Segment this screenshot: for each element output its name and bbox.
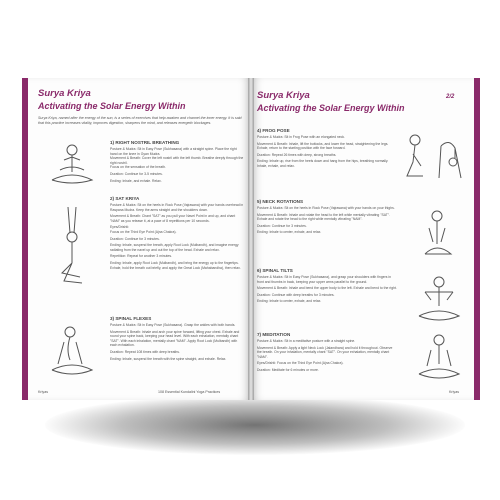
section-heading: 7) MEDITATION xyxy=(257,332,291,337)
section-text: Posture & Mudra: Sit in Easy Pose (Sukhasana), and grasp your shoulders with fingers in front and thumbs in back, keeping your upper arms parallel to the ground. Movement & Breath: Inhale and bend the upper body to the left. Exhale and bend to the right. Duration: Continue with deep breaths for 3 minutes. Ending: Inhale to center, exhale, and relax. xyxy=(257,275,397,304)
spinal-flex-figure xyxy=(42,324,102,386)
book-gutter xyxy=(248,78,254,400)
section-heading: 1) RIGHT NOSTRIL BREATHING xyxy=(110,140,180,145)
book-shadow xyxy=(45,395,465,455)
open-book xyxy=(22,78,480,400)
right-page-subtitle: Activating the Solar Energy Within xyxy=(257,103,405,113)
section-heading: 6) SPINAL TILTS xyxy=(257,268,293,273)
left-page xyxy=(22,78,251,400)
footer-right: Kriyas xyxy=(449,390,459,394)
section-text: Posture & Mudra: Sit in Easy Pose (Sukhasana) with a straight spine. Place the right hand on the knee in Gyan Mudra. Movement & Breath: Cover the left nostril with the left thumb. Breathe deeply through the right nostril. Focus on the sensation of the breath. Duration: Continue for 3-5 minutes. Ending: Inhale, and exhale. Relax. xyxy=(110,147,244,183)
section-heading: 2) SAT KRIYA xyxy=(110,196,140,201)
section-heading: 5) NECK ROTATIONS xyxy=(257,199,304,204)
rock-pose-figure xyxy=(413,206,463,264)
right-page xyxy=(251,78,480,400)
footer-center: 108 Essential Kundalini Yoga Practices xyxy=(158,390,221,394)
page-number: 2/2 xyxy=(446,94,455,100)
frog-pose-figures xyxy=(401,126,471,196)
section-text: Posture & Mudra: Sit in Frog Pose with an elongated neck. Movement & Breath: Inhale, lift the buttocks, and lower the head, straightening the legs. Exhale, return to the starting position with the face forward. Duration: Repeat 26 times with deep, strong breaths. Ending: Inhale up, rise from the heels down and hang from the hips, breathing normally. Inhale, exhale, and relax. xyxy=(257,135,389,168)
section-heading: 3) SPINAL FLEXES xyxy=(110,316,152,321)
section-text: Posture & Mudra: Sit on the heels in Rock Pose (Vajrasana) with your hands overhead in Raspana Mudra. Keep the arms straight and the shoulders down. Movement & Breath: Chant "SAT" as you pull your Navel Point in and up, and chant "NAM" as you release it, at a pace of 8 repetitions per 10 seconds. Eyes/Drishti: Focus on the Third Eye Point (Ajna Chakra). Duration: Continue for 3 minutes. Ending: Inhale, suspend the breath, apply Root Lock (Mulbandh), and imagine energy radiating from the navel up and out the top of the head. Exhale and relax. Repetition: Repeat for another 3 minutes. Ending: Inhale, apply Root Lock (Mulbandh), and bring the energy up to the fingertips. Exhale, hold the breath out briefly, and apply the Great Lock (Mahabandha), then relax. xyxy=(110,203,244,270)
section-heading: 4) FROG POSE xyxy=(257,128,290,133)
meditation-figure xyxy=(409,332,469,384)
section-text: Posture & Mudra: Sit in Easy Pose (Sukhasana). Grasp the ankles with both hands. Movement & Breath: Inhale and arch your spine forward, lifting your chest. Exhale and round your spine back, keeping your head level. With each exhalation, mentally chant "SAT". With each inhalation, mentally chant "NAM". Apply Root Lock (Mulbandh) with each exhalation. Duration: Repeat 108 times with deep breaths. Ending: Inhale, suspend the breath with the spine straight, and exhale. Relax. xyxy=(110,323,240,361)
section-text: Posture & Mudra: Sit on the heels in Rock Pose (Vajrasana) with your hands on your thighs. Movement & Breath: Inhale and rotate the head to the left while mentally vibrating "SAT". Exhale and rotate the head to the right while mentally vibrating "NAM". Duration: Continue for 3 minutes. Ending: Inhale to center, exhale, and relax. xyxy=(257,206,395,235)
left-page-subtitle: Activating the Solar Energy Within xyxy=(38,101,186,111)
spinal-tilt-figure xyxy=(409,274,469,326)
section-text: Posture & Mudra: Sit in a meditative posture with a straight spine. Movement & Breath: Apply a light Neck Lock (Jalandhara) and hold it throughout. Observe the breath. On your inhalation, mentally chant "SAT". On your exhalation, mentally chant "NAM". Eyes/Drishti: Focus on the Third Eye Point (Ajna Chakra). Duration: Meditate for 6 minutes or more. xyxy=(257,339,393,372)
footer-left: Kriyas xyxy=(38,390,48,394)
sat-kriya-figure xyxy=(50,203,95,288)
easy-pose-figure xyxy=(42,140,102,190)
left-page-title: Surya Kriya xyxy=(38,88,91,99)
left-page-intro: Surya Kriya, named after the energy of the sun, is a series of exercises that help awaken and channel the inner energy. It is said that this practice increases vitality, improves digestion, sharpens the mind, and releases energetic blockages. xyxy=(38,116,242,125)
right-page-title: Surya Kriya xyxy=(257,90,310,101)
